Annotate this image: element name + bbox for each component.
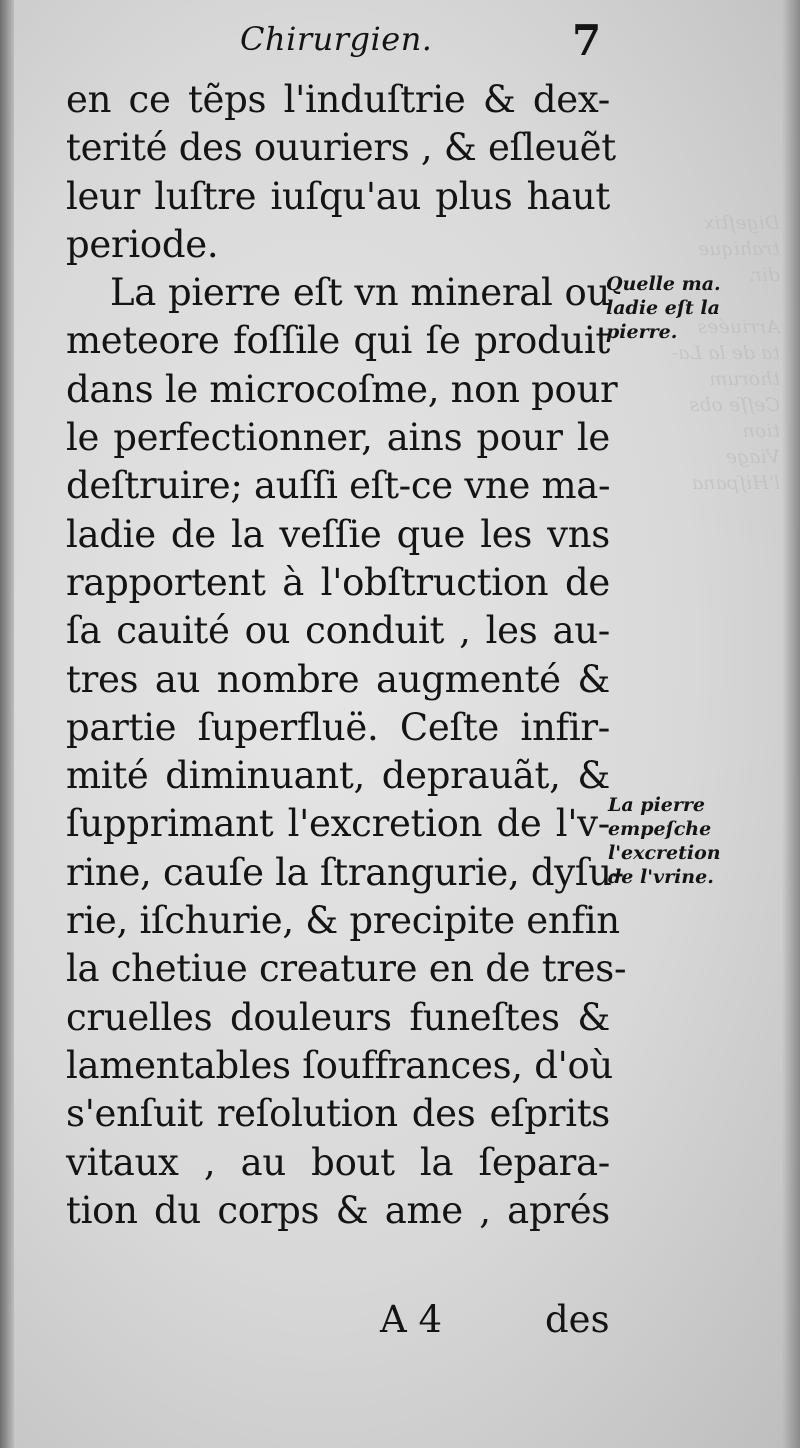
catchword: des <box>545 1298 610 1341</box>
main-text-block <box>66 76 627 1235</box>
running-head: Chirurgien. <box>240 20 433 58</box>
text-line: ladie de la veſſie que les vns <box>66 512 610 556</box>
text-line: terité des ouuriers , & eſleuẽt <box>66 126 616 170</box>
text-line: cruelles douleurs funeſtes & <box>66 995 610 1039</box>
text-line: leur luſtre iuſqu'au plus haut <box>66 174 610 218</box>
page-footer <box>0 1298 800 1348</box>
text-line: en ce tẽps l'induſtrie & dex- <box>66 78 610 121</box>
marginal-note-line: pierre. <box>606 321 678 343</box>
text-line: le perfectionner, ains pour le <box>66 416 610 460</box>
page-number: 7 <box>572 16 602 65</box>
marginal-note-line: La pierre <box>608 794 705 816</box>
text-line: deſtruire; auſſi eſt-ce vne ma- <box>66 464 611 508</box>
text-line: rie, iſchurie, & precipite enfin <box>66 899 620 943</box>
text-line: s'enſuit reſolution des eſprits <box>66 1092 610 1136</box>
marginal-note-line: de l'vrine. <box>608 866 714 888</box>
marginal-note <box>606 272 721 344</box>
marginal-note-line: Quelle ma. <box>606 273 721 295</box>
text-line: rine, cauſe la ſtrangurie, dyſu- <box>66 850 624 894</box>
show-through-bleed: Digeſtix trahique dir. Arriuées ta de la La- thorum Ceſſe obs tion Viage l'Hiſpana <box>671 212 780 494</box>
text-line: La pierre eſt vn mineral ou <box>110 271 610 315</box>
marginal-note-line: ladie eſt la <box>606 297 720 319</box>
text-line: tres au nombre augmenté & <box>66 657 610 701</box>
marginal-note-line: l'excretion <box>608 842 721 864</box>
text-line: mité diminuant, deprauãt, & <box>66 754 610 798</box>
text-line: tion du corps & ame , aprés <box>66 1188 610 1232</box>
text-line: rapportent à l'obſtruction de <box>66 560 610 604</box>
page-gutter-shadow <box>0 0 14 1448</box>
text-line: vitaux , au bout la ſepara- <box>66 1140 610 1184</box>
text-line: partie ſuperfluë. Ceſte infir- <box>66 705 610 749</box>
text-line: ſa cauité ou conduit , les au- <box>66 609 610 653</box>
text-line: periode. <box>66 222 219 266</box>
text-line: dans le microcoſme, non pour <box>66 367 618 411</box>
text-line: ſupprimant l'excretion de l'v- <box>66 802 610 846</box>
marginal-note <box>608 793 721 889</box>
page-edge-shadow <box>782 0 800 1448</box>
text-line: meteore foſſile qui ſe produit <box>66 319 610 363</box>
marginal-note-line: empeſche <box>608 818 712 840</box>
page-header <box>0 16 800 76</box>
text-line: la chetiue creature en de tres- <box>66 947 627 991</box>
signature-mark: A 4 <box>380 1298 443 1341</box>
text-line: lamentables ſouffrances, d'où <box>66 1043 613 1087</box>
